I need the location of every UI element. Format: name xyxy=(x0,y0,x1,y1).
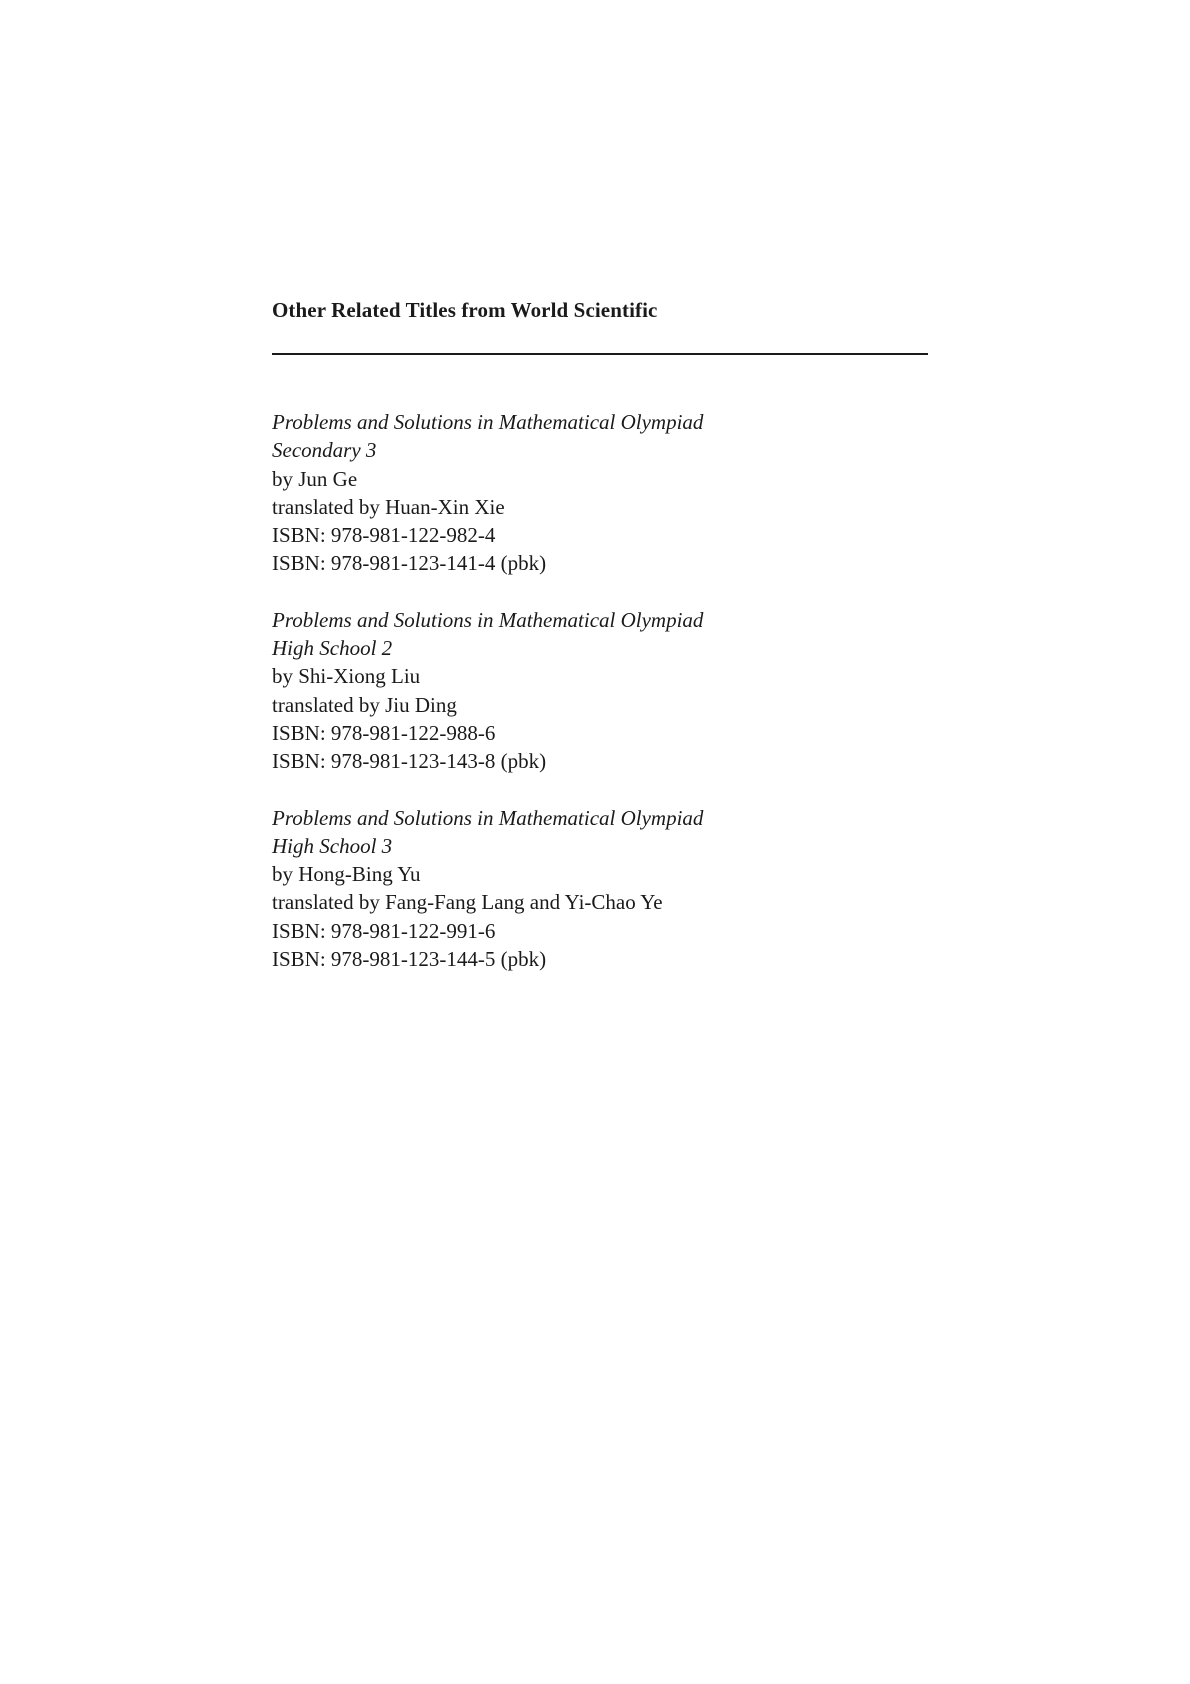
book-volume-title: Secondary 3 xyxy=(272,438,377,463)
book-volume-title: High School 3 xyxy=(272,833,393,858)
book-translator: translated by Fang-Fang Lang and Yi-Chao Ye xyxy=(272,890,663,915)
book-series-title: Problems and Solutions in Mathematical Olympiad xyxy=(272,805,704,830)
book-series-title: Problems and Solutions in Mathematical Olympiad xyxy=(272,410,704,434)
heading-rule xyxy=(272,353,928,355)
book-isbn-paperback: ISBN: 978-981-123-143-8 (pbk) xyxy=(272,749,547,774)
book-translator: translated by Jiu Ding xyxy=(272,692,457,717)
book-entry xyxy=(272,408,972,578)
book-translator: translated by Huan-Xin Xie xyxy=(272,494,505,519)
book-author: by Jun Ge xyxy=(272,466,358,491)
page-heading: Other Related Titles from World Scientific xyxy=(272,298,658,322)
book-isbn-hardcover: ISBN: 978-981-122-991-6 xyxy=(272,918,496,943)
book-author: by Shi-Xiong Liu xyxy=(272,664,421,689)
book-series-title: Problems and Solutions in Mathematical Olympiad xyxy=(272,607,704,632)
book-isbn-paperback: ISBN: 978-981-123-141-4 (pbk) xyxy=(272,551,547,576)
book-entry xyxy=(272,804,972,974)
book-volume-title: High School 2 xyxy=(272,636,393,661)
book-entry xyxy=(272,606,972,776)
book-author: by Hong-Bing Yu xyxy=(272,862,421,887)
book-isbn-hardcover: ISBN: 978-981-122-988-6 xyxy=(272,720,496,745)
book-isbn-paperback: ISBN: 978-981-123-144-5 (pbk) xyxy=(272,947,547,972)
book-list xyxy=(272,408,972,1001)
book-isbn-hardcover: ISBN: 978-981-122-982-4 xyxy=(272,523,496,548)
